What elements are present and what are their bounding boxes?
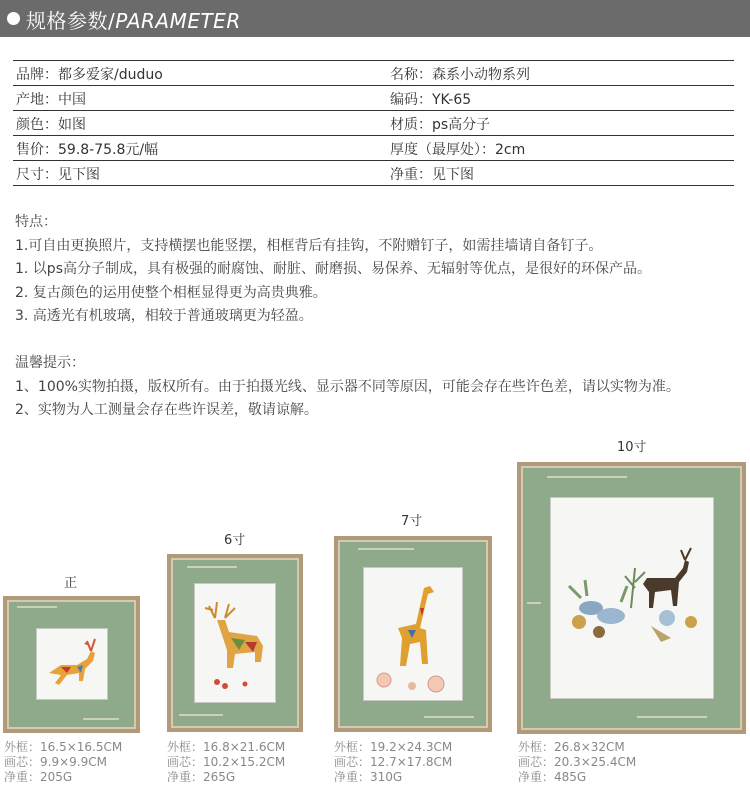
spec-material: 材质：ps高分子 — [390, 117, 491, 133]
stag-icon — [195, 584, 275, 702]
spec-code: 编码：YK-65 — [390, 92, 472, 108]
frame-dimensions — [334, 740, 452, 785]
spec-origin: 产地：中国 — [16, 92, 86, 108]
outer-size: 外框：19.2×24.3CM — [334, 740, 453, 754]
frame-artwork — [551, 498, 713, 698]
net-weight: 净重：485G — [518, 770, 587, 784]
feature-item: 1. 以ps高分子制成，具有极强的耐腐蚀、耐脏、耐磨损、易保养、无辐射等优点，是很好的环保产品。 — [15, 261, 651, 277]
outer-size: 外框：16.8×21.6CM — [167, 740, 286, 754]
core-size: 画芯：20.3×25.4CM — [518, 755, 637, 769]
net-weight: 净重：205G — [4, 770, 73, 784]
core-size: 画芯：9.9×9.9CM — [4, 755, 107, 769]
features-section — [15, 211, 745, 329]
core-size: 画芯：12.7×17.8CM — [334, 755, 453, 769]
photo-frame-7in — [334, 536, 492, 732]
frame-dimensions — [167, 740, 285, 785]
photo-frame-6in — [167, 554, 303, 732]
giraffe-icon — [364, 568, 462, 700]
frame-size-label: 7寸 — [401, 514, 423, 529]
spec-row — [13, 86, 734, 111]
tip-item: 1、100%实物拍摄，版权所有。由于拍摄光线、显示器不同等原因，可能会存在些许色差，请以实物为准。 — [15, 378, 680, 395]
features-heading: 特点： — [15, 214, 57, 230]
spec-thickness: 厚度（最厚处）：2cm — [390, 142, 526, 158]
section-header — [0, 0, 750, 37]
spec-name: 名称：森系小动物系列 — [390, 67, 530, 83]
photo-frame-square — [3, 596, 140, 733]
frame-dimensions — [518, 740, 636, 785]
spec-price: 售价：59.8-75.8元/幅 — [16, 142, 159, 158]
frame-dimensions — [4, 740, 122, 785]
tips-heading: 温馨提示： — [15, 355, 85, 371]
feature-item: 3. 高透光有机玻璃，相较于普通玻璃更为轻盈。 — [15, 308, 313, 324]
frame-artwork — [364, 568, 462, 700]
section-title: 规格参数/PARAMETER — [26, 9, 241, 33]
outer-size: 外框：26.8×32CM — [518, 740, 625, 754]
spec-brand: 品牌：都多爱家/duduo — [16, 67, 163, 83]
spec-row — [13, 136, 734, 161]
tip-item: 2、实物为人工测量会存在些许误差，敬请谅解。 — [15, 402, 318, 418]
deer-botanical-icon — [551, 498, 713, 698]
outer-size: 外框：16.5×16.5CM — [4, 740, 123, 754]
tips-section — [15, 352, 750, 423]
frame-size-label: 10寸 — [617, 440, 647, 455]
feature-item: 1.可自由更换照片，支持横摆也能竖摆，相框背后有挂钩，不附赠钉子，如需挂墙请自备钉子。 — [15, 237, 603, 254]
deer-leaping-icon — [37, 629, 107, 699]
spec-row — [13, 60, 734, 86]
spec-weight: 净重：见下图 — [390, 167, 474, 183]
frame-artwork — [195, 584, 275, 702]
frame-size-label: 正 — [64, 576, 78, 591]
spec-size: 尺寸：见下图 — [16, 167, 100, 183]
net-weight: 净重：310G — [334, 770, 403, 784]
spec-row — [13, 161, 734, 186]
frame-artwork — [37, 629, 107, 699]
frame-size-label: 6寸 — [224, 533, 246, 548]
bullet-icon — [7, 12, 20, 25]
feature-item: 2. 复古颜色的运用使整个相框显得更为高贵典雅。 — [15, 284, 327, 301]
spec-color: 颜色：如图 — [16, 117, 86, 133]
spec-row — [13, 111, 734, 136]
spec-table — [13, 60, 734, 186]
photo-frame-10in — [517, 462, 746, 734]
net-weight: 净重：265G — [167, 770, 236, 784]
core-size: 画芯：10.2×15.2CM — [167, 755, 286, 769]
